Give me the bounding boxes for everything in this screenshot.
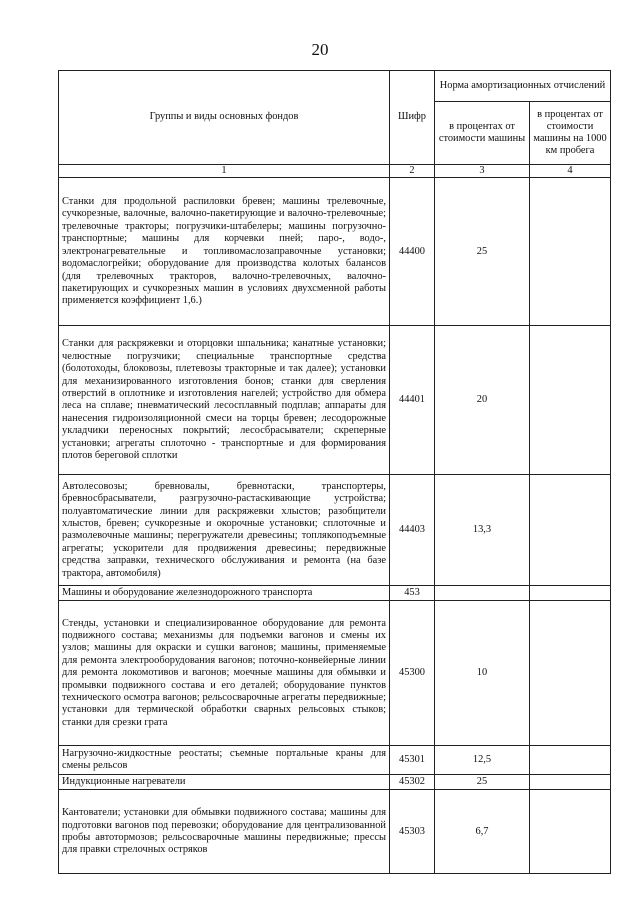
- header-code: Шифр: [390, 71, 435, 165]
- row-rate: 20: [435, 326, 530, 475]
- page-number: 20: [311, 40, 329, 59]
- row-rate: 25: [435, 775, 530, 790]
- row-rate-km: [530, 326, 611, 475]
- depreciation-table: [58, 70, 611, 874]
- column-numbers-row: [59, 165, 611, 178]
- row-description: Автолесовозы; бревновалы, бревнотаски, транспортеры, бревносбрасыватели, разгрузочно-растаскивающие устройства; полуавтоматические линии для раскряжевки хлыстов; разобщители хлыстов, бревен; сучкорезные и окорочные установки; сплоточные и размолевочные машины; перегружатели древесины; топлякоподъемные агрегаты; ускорители для продвижения древесины; передвижные средства заправки, технического обслуживания и ремонта (на базе трактора, автомобиля): [59, 475, 390, 586]
- header-norm: Норма амортизационных отчислений: [435, 71, 611, 102]
- row-rate-km: [530, 601, 611, 746]
- row-description: Нагрузочно-жидкостные реостаты; съемные портальные краны для смены рельсов: [59, 746, 390, 775]
- row-code: 44401: [390, 326, 435, 475]
- table-row: [59, 601, 611, 746]
- table-row: [59, 775, 611, 790]
- row-description: Кантователи; установки для обмывки подвижного состава; машины для подготовки вагонов под перевозки; оборудование для централизованной пробы автотормозов; рельсосварочные машины передвижные; прессы для правки стрелочных остряков: [59, 790, 390, 874]
- row-description: Станки для раскряжевки и оторцовки шпальника; канатные установки; челюстные погрузчики; специальные транспортные средства (болотоходы, блоковозы, плетевозы тракторные и так далее); установки для механизированного изготовления бонов; станки для сверления отверстий в оплотнике и изготовления нагелей; устройство для обмера леса на сплаве; пневматический лесосплавный подплав; аппараты для нанесения гидроизоляционной смеси на торцы бревен; лесодорожные укладчики переносных покрытий; лесосбрасыватели; скреперные установки; агрегаты сплоточно - транспортные и для формирования плотов береговой сплотки: [59, 326, 390, 475]
- row-rate-km: [530, 775, 611, 790]
- row-rate: 10: [435, 601, 530, 746]
- table-row: [59, 790, 611, 874]
- header-pct-per-1000km: в процентах от стоимости машины на 1000 км пробега: [530, 102, 611, 165]
- row-rate-km: [530, 586, 611, 601]
- row-rate-km: [530, 790, 611, 874]
- header-groups: Группы и виды основных фондов: [59, 71, 390, 165]
- row-rate: 6,7: [435, 790, 530, 874]
- row-rate-km: [530, 746, 611, 775]
- table-row: [59, 326, 611, 475]
- row-code: 45303: [390, 790, 435, 874]
- row-rate-km: [530, 475, 611, 586]
- row-description: Станки для продольной распиловки бревен; машины трелевочные, сучкорезные, валочные, валочно-пакетирующие и валочно-трелевочные; трелевочные тракторы; погрузчики-штабелеры; машины погрузочно-транспортные; машины для корчевки пней; паро-, водо-, электронагревательные и топливомаслозаправочные установки; водомаслогрейки; оборудование для производства колотых балансов (для трелевочных тракторов, валочно-трелевочных, валочно-пакетирующих и сучкорезных машин в условиях двухсменной работы применяется коэффициент 1,6.): [59, 178, 390, 326]
- row-rate: 25: [435, 178, 530, 326]
- row-code: 45302: [390, 775, 435, 790]
- row-rate: 12,5: [435, 746, 530, 775]
- row-rate: 13,3: [435, 475, 530, 586]
- column-number: 3: [435, 165, 530, 178]
- column-number: 1: [59, 165, 390, 178]
- row-code: 45300: [390, 601, 435, 746]
- column-number: 2: [390, 165, 435, 178]
- row-description: Индукционные нагреватели: [59, 775, 390, 790]
- header-pct-cost: в процентах от стоимости машины: [435, 102, 530, 165]
- column-number: 4: [530, 165, 611, 178]
- row-rate-km: [530, 178, 611, 326]
- row-rate: [435, 586, 530, 601]
- table-row: [59, 586, 611, 601]
- row-code: 453: [390, 586, 435, 601]
- table-row: [59, 746, 611, 775]
- row-code: 44400: [390, 178, 435, 326]
- table-row: [59, 475, 611, 586]
- row-code: 45301: [390, 746, 435, 775]
- table-row: [59, 178, 611, 326]
- row-description: Машины и оборудование железнодорожного транспорта: [59, 586, 390, 601]
- row-code: 44403: [390, 475, 435, 586]
- row-description: Стенды, установки и специализированное оборудование для ремонта подвижного состава; механизмы для подъемки вагонов и смены их узлов; машины для окраски и сушки вагонов; машины, применяемые для ремонта электрооборудования вагонов; поточно-конвейерные линии для ремонта локомотивов и вагонов; моечные машины для обмывки и промывки подвижного состава и его деталей; оборудование пунктов технического осмотра вагонов; рельсосварочные агрегаты передвижные; установки для термической обработки сварных рельсовых стыков; станки для срезки грата: [59, 601, 390, 746]
